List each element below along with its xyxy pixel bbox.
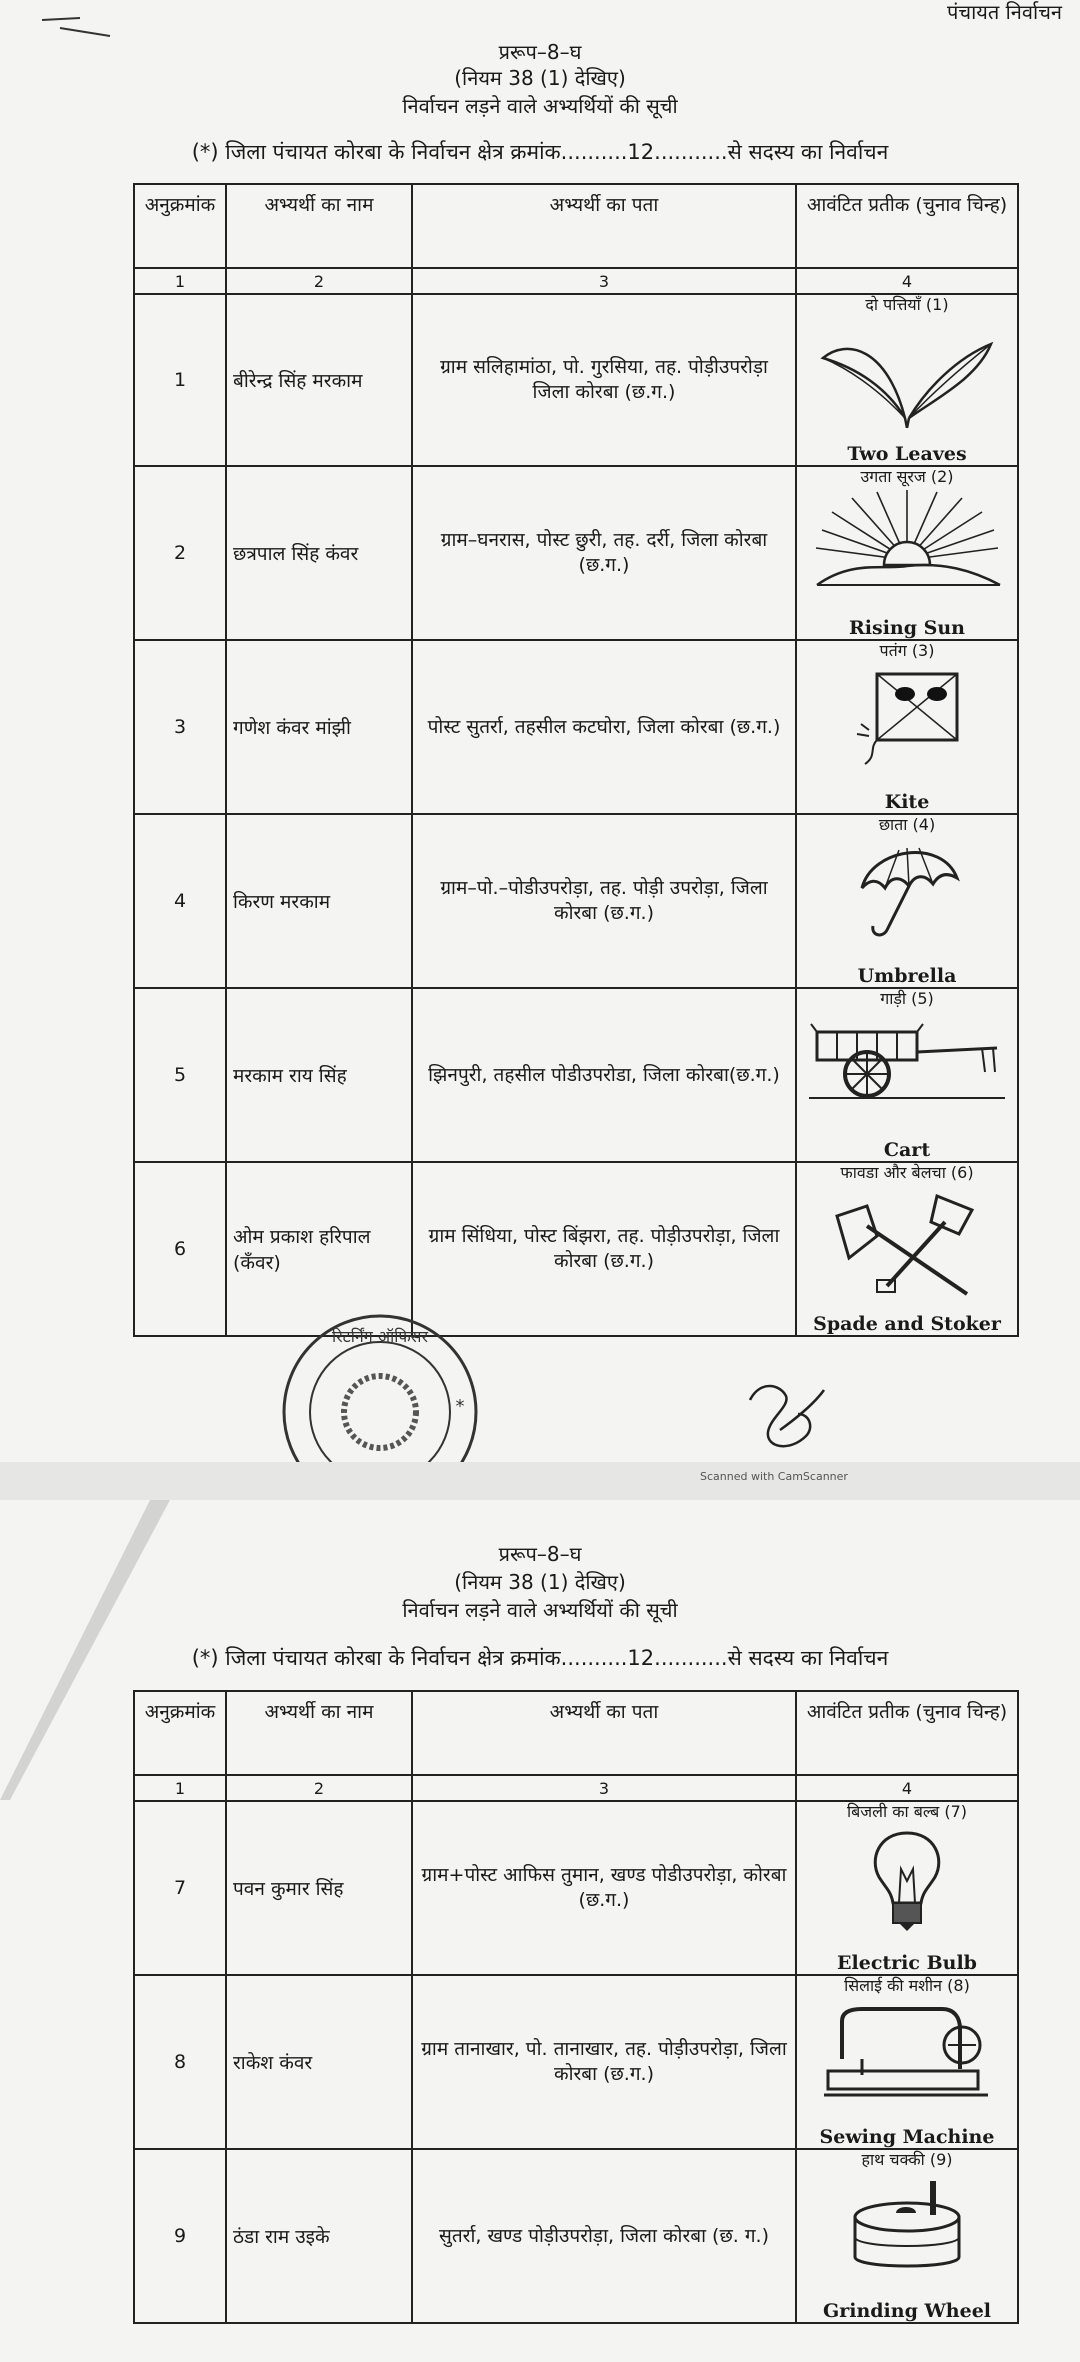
- table-row: [134, 466, 1018, 640]
- serial-cell: 6: [134, 1162, 226, 1336]
- name-cell: छत्रपाल सिंह कंवर: [226, 466, 412, 640]
- form-number: प्ररूप–8–घ: [498, 40, 582, 64]
- address-cell: ग्राम तानाखार, पो. तानाखार, तह. पोड़ीउपरोड़ा, जिला कोरबा (छ.ग.): [412, 1975, 796, 2149]
- symbol-english: Grinding Wheel: [822, 2300, 992, 2322]
- symbol-cell: [796, 294, 1018, 466]
- spade-stoker-icon: [827, 1186, 987, 1298]
- form-rule: (नियम 38 (1) देखिए): [454, 66, 626, 90]
- symbol-cell: [796, 640, 1018, 814]
- col-number: 2: [226, 268, 412, 294]
- serial-cell: 1: [134, 294, 226, 466]
- name-cell: पवन कुमार सिंह: [226, 1801, 412, 1975]
- form-subtitle: (*) जिला पंचायत कोरबा के निर्वाचन क्षेत्र क्रमांक..........12...........से सदस्य का निर्वाचन: [191, 140, 889, 164]
- table-row: [134, 1975, 1018, 2149]
- header-name: अभ्यर्थी का नाम: [226, 1691, 412, 1775]
- kite-icon: [847, 664, 967, 774]
- svg-text:*: *: [455, 1396, 465, 1417]
- header-serial: अनुक्रमांक: [134, 184, 226, 268]
- serial-cell: 3: [134, 640, 226, 814]
- symbol-cell: [796, 988, 1018, 1162]
- header-address: अभ्यर्थी का पता: [412, 1691, 796, 1775]
- address-cell: पोस्ट सुतर्रा, तहसील कटघोरा, जिला कोरबा (छ.ग.): [412, 640, 796, 814]
- symbol-hindi: गाड़ी (5): [880, 989, 934, 1008]
- symbol-hindi: सिलाई की मशीन (8): [844, 1976, 970, 1995]
- cart-icon: [807, 1012, 1007, 1112]
- symbol-english: Two Leaves: [847, 443, 967, 465]
- symbol-english: Umbrella: [857, 965, 957, 987]
- table-row: [134, 988, 1018, 1162]
- table-row: [134, 2149, 1018, 2323]
- serial-cell: 5: [134, 988, 226, 1162]
- symbol-hindi: फावडा और बेलचा (6): [840, 1163, 974, 1182]
- candidates-table-page1: [133, 183, 1019, 1337]
- symbol-cell: [796, 2149, 1018, 2323]
- symbol-hindi: दो पत्तियाँ (1): [865, 295, 949, 314]
- symbol-cell: [796, 814, 1018, 988]
- serial-cell: 2: [134, 466, 226, 640]
- serial-cell: 7: [134, 1801, 226, 1975]
- header-name: अभ्यर्थी का नाम: [226, 184, 412, 268]
- col-number: 4: [796, 1775, 1018, 1801]
- name-cell: मरकाम राय सिंह: [226, 988, 412, 1162]
- symbol-cell: [796, 1801, 1018, 1975]
- name-cell: किरण मरकाम: [226, 814, 412, 988]
- col-number: 3: [412, 1775, 796, 1801]
- symbol-english: Spade and Stoker: [813, 1313, 1001, 1335]
- table-row: [134, 294, 1018, 466]
- header-symbol: आवंटित प्रतीक (चुनाव चिन्ह): [796, 184, 1018, 268]
- symbol-hindi: पतंग (3): [879, 641, 935, 660]
- name-cell: राकेश कंवर: [226, 1975, 412, 2149]
- col-number: 3: [412, 268, 796, 294]
- symbol-cell: [796, 1162, 1018, 1336]
- document-page-2: [0, 1500, 1080, 2362]
- col-number: 2: [226, 1775, 412, 1801]
- symbol-english: Kite: [884, 791, 930, 813]
- two-leaves-icon: [817, 318, 997, 428]
- name-cell: ओम प्रकाश हरिपाल (कँवर): [226, 1162, 412, 1336]
- umbrella-icon: [847, 838, 967, 948]
- page-gap: [0, 1462, 1080, 1500]
- serial-cell: 4: [134, 814, 226, 988]
- symbol-cell: [796, 1975, 1018, 2149]
- symbol-english: Cart: [883, 1139, 931, 1161]
- table-row: [134, 814, 1018, 988]
- col-number: 4: [796, 268, 1018, 294]
- address-cell: ग्राम सलिहामांठा, पो. गुरसिया, तह. पोड़ीउपरोड़ा जिला कोरबा (छ.ग.): [412, 294, 796, 466]
- sewing-machine-icon: [822, 1999, 992, 2109]
- col-number: 1: [134, 268, 226, 294]
- header-symbol: आवंटित प्रतीक (चुनाव चिन्ह): [796, 1691, 1018, 1775]
- symbol-english: Rising Sun: [849, 617, 965, 639]
- table-row: [134, 1162, 1018, 1336]
- signature: [740, 1370, 830, 1460]
- address-cell: झिनपुरी, तहसील पोडीउपरोडा, जिला कोरबा(छ.ग.): [412, 988, 796, 1162]
- seal-text: रिटर्निंग ऑफिसर: [331, 1327, 429, 1346]
- form-title: निर्वाचन लड़ने वाले अभ्यर्थियों की सूची: [402, 1598, 678, 1622]
- header-serial: अनुक्रमांक: [134, 1691, 226, 1775]
- form-title: निर्वाचन लड़ने वाले अभ्यर्थियों की सूची: [402, 94, 678, 118]
- serial-cell: 9: [134, 2149, 226, 2323]
- symbol-english: Electric Bulb: [837, 1952, 977, 1974]
- address-cell: ग्राम सिंधिया, पोस्ट बिंझरा, तह. पोड़ीउपरोड़ा, जिला कोरबा (छ.ग.): [412, 1162, 796, 1336]
- form-rule: (नियम 38 (1) देखिए): [454, 1570, 626, 1594]
- header-election-label: पंचायत निर्वाचन: [947, 0, 1062, 24]
- address-cell: ग्राम+पोस्ट आफिस तुमान, खण्ड पोडीउपरोड़ा, कोरबा (छ.ग.): [412, 1801, 796, 1975]
- name-cell: ठंडा राम उइके: [226, 2149, 412, 2323]
- form-number: प्ररूप–8–घ: [498, 1542, 582, 1566]
- table-row: [134, 1801, 1018, 1975]
- address-cell: ग्राम–घनरास, पोस्ट छुरी, तह. दर्री, जिला कोरबा (छ.ग.): [412, 466, 796, 640]
- symbol-cell: [796, 466, 1018, 640]
- symbol-hindi: हाथ चक्की (9): [861, 2150, 953, 2169]
- candidates-table-page2: [133, 1690, 1019, 2324]
- serial-cell: 8: [134, 1975, 226, 2149]
- table-row: [134, 640, 1018, 814]
- official-seal-stamp: [270, 1302, 490, 1462]
- symbol-english: Sewing Machine: [819, 2126, 995, 2148]
- grinding-wheel-icon: [842, 2173, 972, 2283]
- address-cell: सुतर्रा, खण्ड पोड़ीउपरोड़ा, जिला कोरबा (छ. ग.): [412, 2149, 796, 2323]
- rising-sun-icon: [812, 490, 1002, 600]
- symbol-hindi: उगता सूरज (2): [860, 467, 954, 486]
- symbol-hindi: बिजली का बल्ब (7): [847, 1802, 967, 1821]
- bulb-icon: [857, 1825, 957, 1935]
- name-cell: बीरेन्द्र सिंह मरकाम: [226, 294, 412, 466]
- symbol-hindi: छाता (4): [878, 815, 936, 834]
- address-cell: ग्राम–पो.–पोडीउपरोड़ा, तह. पोड़ी उपरोड़ा, जिला कोरबा (छ.ग.): [412, 814, 796, 988]
- col-number: 1: [134, 1775, 226, 1801]
- header-address: अभ्यर्थी का पता: [412, 184, 796, 268]
- scanned-note: Scanned with CamScanner: [700, 1470, 848, 1483]
- name-cell: गणेश कंवर मांझी: [226, 640, 412, 814]
- form-subtitle: (*) जिला पंचायत कोरबा के निर्वाचन क्षेत्र क्रमांक..........12...........से सदस्य का निर्वाचन: [191, 1646, 889, 1670]
